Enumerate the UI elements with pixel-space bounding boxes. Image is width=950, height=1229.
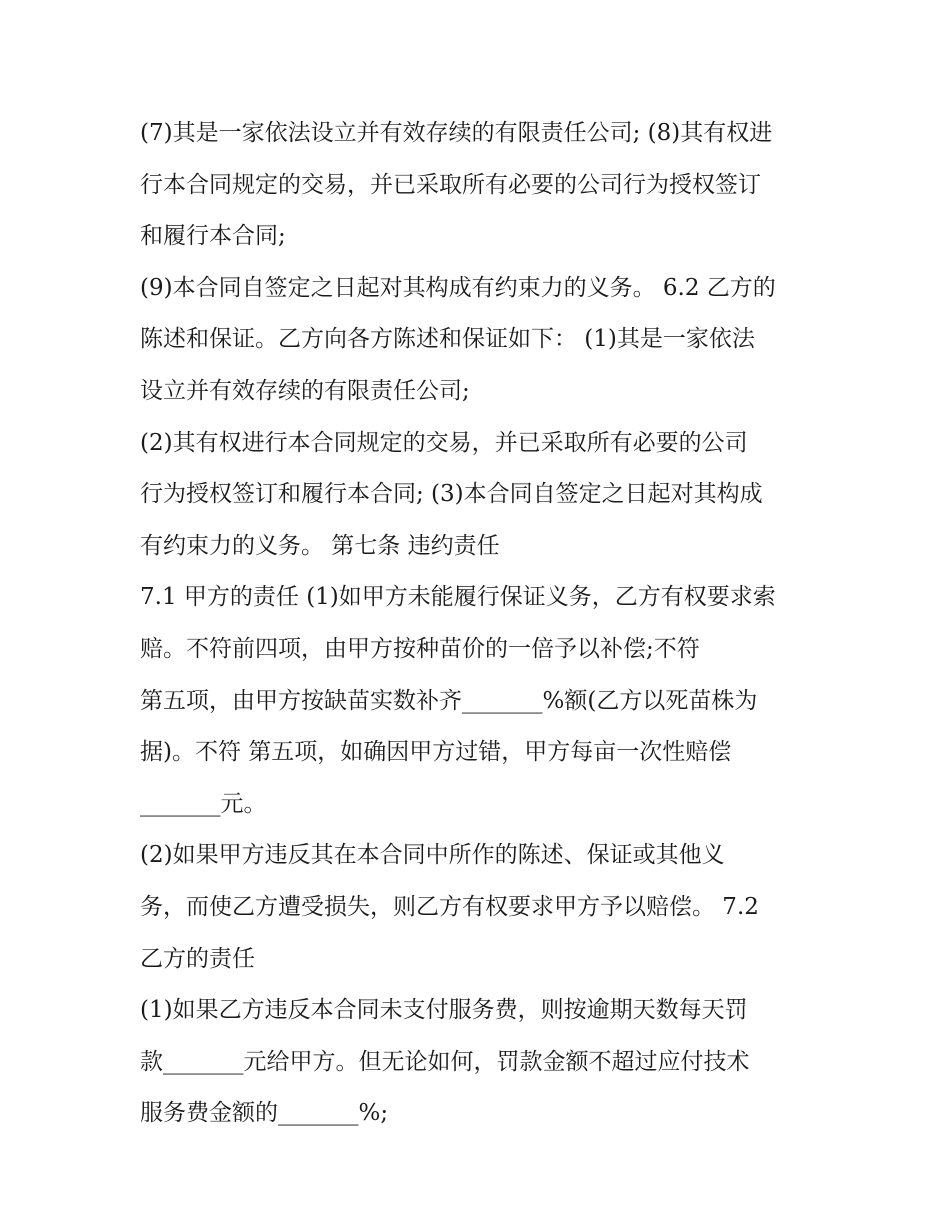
text-line: 和履行本合同; bbox=[140, 223, 286, 250]
text-line: 据)。不符 第五项，如确因甲方过错，甲方每亩一次性赔偿 bbox=[140, 739, 732, 766]
text-line: 第五项，由甲方按缺苗实数补齐_______%额(乙方以死苗株为 bbox=[140, 687, 758, 714]
text-line: 赔。不符前四项，由甲方按种苗价的一倍予以补偿;不符 bbox=[140, 635, 700, 662]
text-line: (1)如果乙方违反本合同未支付服务费，则按逾期天数每天罚 bbox=[140, 997, 748, 1024]
text-line: (9)本合同自签定之日起对其构成有约束力的义务。 6.2 乙方的 bbox=[140, 274, 776, 301]
contract-text bbox=[140, 108, 830, 1140]
text-line: (2)其有权进行本合同规定的交易，并已采取所有必要的公司 bbox=[140, 429, 748, 456]
text-line: 有约束力的义务。 第七条 违约责任 bbox=[140, 532, 500, 559]
text-line: 设立并有效存续的有限责任公司; bbox=[140, 377, 470, 404]
text-line: 行为授权签订和履行本合同; (3)本合同自签定之日起对其构成 bbox=[140, 481, 763, 508]
text-line: 陈述和保证。乙方向各方陈述和保证如下： (1)其是一家依法 bbox=[140, 326, 755, 353]
text-line: (2)如果甲方违反其在本合同中所作的陈述、保证或其他义 bbox=[140, 842, 725, 869]
text-line: 乙方的责任 bbox=[140, 945, 255, 972]
text-line: (7)其是一家依法设立并有效存续的有限责任公司; (8)其有权进 bbox=[140, 120, 773, 146]
text-line: _______元。 bbox=[140, 790, 267, 817]
text-line: 行本合同规定的交易，并已采取所有必要的公司行为授权签订 bbox=[140, 171, 761, 198]
text-line: 服务费金额的_______%; bbox=[140, 1100, 389, 1127]
text-line: 7.1 甲方的责任 (1)如甲方未能履行保证义务，乙方有权要求索 bbox=[140, 584, 776, 611]
text-line: 务，而使乙方遭受损失，则乙方有权要求甲方予以赔偿。 7.2 bbox=[140, 893, 759, 920]
text-line: 款_______元给甲方。但无论如何，罚款金额不超过应付技术 bbox=[140, 1048, 750, 1075]
